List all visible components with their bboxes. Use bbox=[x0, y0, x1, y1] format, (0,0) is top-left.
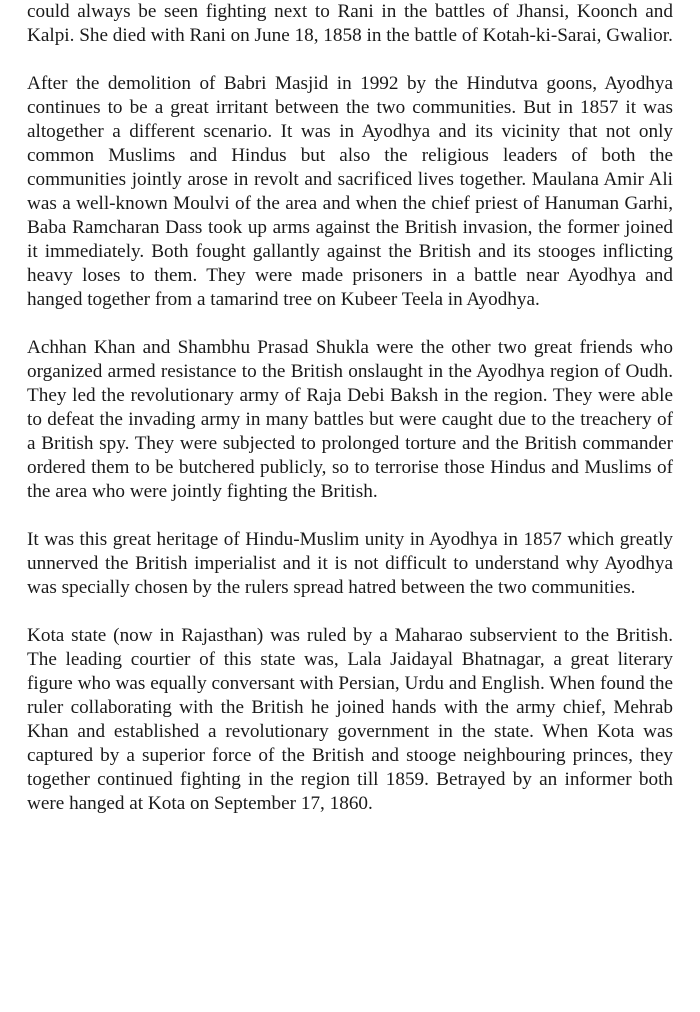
paragraph-kota-state: Kota state (now in Rajasthan) was ruled by a Maharao subservient to the British. The leading courtier of this state was, Lala Jaidayal Bhatnagar, a great literary figure who was equally conversant with Persian, Urdu and English. When found the ruler collaborating with the British he joined hands with the army chief, Mehrab Khan and established a revolutionary government in the state. When Kota was captured by a superior force of the British and stooge neighbouring princes, they together continued fighting in the region till 1859. Betrayed by an informer both were hanged at Kota on September 17, 1860. bbox=[27, 624, 673, 814]
paragraph-achhan-khan-shambhu: Achhan Khan and Shambhu Prasad Shukla were the other two great friends who organized armed resistance to the British onslaught in the Ayodhya region of Oudh. They led the revolutionary army of Raja Debi Baksh in the region. They were able to defeat the invading army in many battles but were caught due to the treachery of a British spy. They were subjected to prolonged torture and the British commander ordered them to be butchered publicly, so to terrorise those Hindus and Muslims of the area who were jointly fighting the British. bbox=[27, 336, 673, 502]
document-page bbox=[27, 0, 673, 840]
paragraph-rani-companion: could always be seen fighting next to Rani in the battles of Jhansi, Koonch and Kalpi. She died with Rani on June 18, 1858 in the battle of Kotah-ki-Sarai, Gwalior. bbox=[27, 0, 673, 46]
paragraph-hindu-muslim-unity: It was this great heritage of Hindu-Muslim unity in Ayodhya in 1857 which greatly unnerved the British imperialist and it is not difficult to understand why Ayodhya was specially chosen by the rulers spread hatred between the two communities. bbox=[27, 528, 673, 598]
paragraph-ayodhya-leaders: After the demolition of Babri Masjid in 1992 by the Hindutva goons, Ayodhya continues to be a great irritant between the two communities. But in 1857 it was altogether a different scenario. It was in Ayodhya and its vicinity that not only common Muslims and Hindus but also the religious leaders of both the communities jointly arose in revolt and sacrificed lives together. Maulana Amir Ali was a well-known Moulvi of the area and when the chief priest of Hanuman Garhi, Baba Ramcharan Dass took up arms against the British invasion, the former joined it immediately. Both fought gallantly against the British and its stooges inflicting heavy loses to them. They were made prisoners in a battle near Ayodhya and hanged together from a tamarind tree on Kubeer Teela in Ayodhya. bbox=[27, 72, 673, 310]
